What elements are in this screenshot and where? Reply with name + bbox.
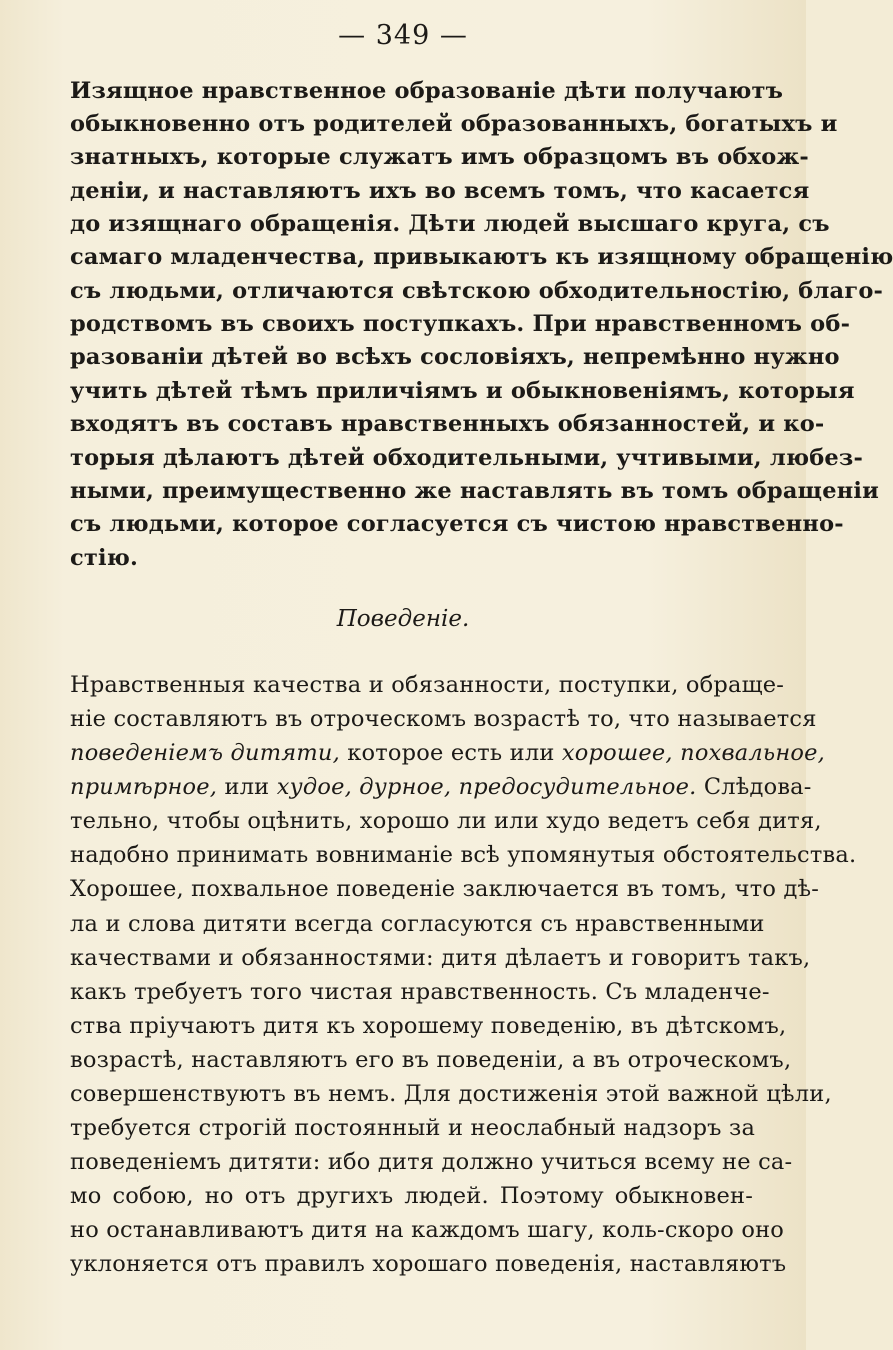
paragraph2-line: совершенствуютъ въ немъ. Для достиженія этой важной цѣли, <box>70 1081 832 1107</box>
paragraph2-line: качествами и обязанностями: дитя дѣлаетъ и говоритъ такъ, <box>70 945 811 971</box>
italic-text: хорошее, похвальное, <box>561 740 825 766</box>
paragraph2-line: уклоняется отъ правилъ хорошаго поведенія, наставляютъ <box>70 1251 787 1277</box>
paragraph2-line: Нравственныя качества и обязанности, поступки, обраще- <box>70 672 785 698</box>
paragraph2-line: ла и слова дитяти всегда согласуются съ нравственными <box>70 911 765 937</box>
paragraph1-line: стію. <box>70 545 139 571</box>
section-heading: Поведеніе. <box>336 606 470 632</box>
paragraph2-line: надобно принимать вовниманіе всѣ упомянутыя обстоятельства. <box>70 842 857 868</box>
plain-text: или <box>217 774 277 800</box>
paragraph1-line: торыя дѣлаютъ дѣтей обходительными, учтивыми, любез- <box>70 445 864 471</box>
paragraph2-line: Хорошее, похвальное поведеніе заключается въ томъ, что дѣ- <box>70 876 820 902</box>
paragraph1-line: разованіи дѣтей во всѣхъ сословіяхъ, непремѣнно нужно <box>70 344 840 370</box>
italic-text: поведеніемъ дитяти, <box>70 740 340 766</box>
paragraph1-line: самаго младенчества, привыкаютъ къ изящному обращенію <box>70 244 893 270</box>
plain-text: которое есть или <box>339 740 562 766</box>
paragraph1-line: Изящное нравственное образованіе дѣти получаютъ <box>70 78 784 104</box>
paragraph1-line: входятъ въ составъ нравственныхъ обязанностей, и ко- <box>70 411 825 437</box>
paragraph2-line: поведеніемъ дитяти: ибо дитя должно учиться всему не са- <box>70 1149 793 1175</box>
paragraph2-line <box>70 774 812 800</box>
paragraph1-line: учить дѣтей тѣмъ приличіямъ и обыкновеніямъ, которыя <box>70 378 855 404</box>
paragraph1-line: родствомъ въ своихъ поступкахъ. При нравственномъ об- <box>70 311 851 337</box>
page-number: — 349 — <box>338 20 468 51</box>
paragraph1-line: съ людьми, отличаются свѣтскою обходительностію, благо- <box>70 278 884 304</box>
paragraph1-line: ными, преимущественно же наставлять въ томъ обращеніи <box>70 478 880 504</box>
paragraph2-line: требуется строгій постоянный и неослабный надзоръ за <box>70 1115 756 1141</box>
paragraph2-line <box>70 740 825 766</box>
paragraph1-line: деніи, и наставляютъ ихъ во всемъ томъ, что касается <box>70 178 810 204</box>
paragraph2-line: ства пріучаютъ дитя къ хорошему поведенію, въ дѣтскомъ, <box>70 1013 787 1039</box>
paragraph1-line: обыкновенно отъ родителей образованныхъ, богатыхъ и <box>70 111 838 137</box>
paragraph2-line: но останавливаютъ дитя на каждомъ шагу, коль-скоро оно <box>70 1217 785 1243</box>
paragraph1-line: съ людьми, которое согласуется съ чистою нравственно- <box>70 511 844 537</box>
plain-text: Слѣдова- <box>696 774 812 800</box>
paragraph2-line: какъ требуетъ того чистая нравственность. Съ младенче- <box>70 979 770 1005</box>
paragraph2-line: ніе составляютъ въ отроческомъ возрастѣ то, что называется <box>70 706 817 732</box>
paragraph1-line: знатныхъ, которые служатъ имъ образцомъ въ обхож- <box>70 144 809 170</box>
italic-text: примѣрное, <box>70 774 218 800</box>
paragraph1-line: до изящнаго обращенія. Дѣти людей высшаго круга, съ <box>70 211 830 237</box>
paragraph2-line: мо собою, но отъ другихъ людей. Поэтому обыкновен- <box>70 1183 753 1209</box>
italic-text: худое, дурное, предосудительное. <box>276 774 697 800</box>
paragraph2-line: тельно, чтобы оцѣнить, хорошо ли или худо ведетъ себя дитя, <box>70 808 822 834</box>
paragraph2-line: возрастѣ, наставляютъ его въ поведеніи, а въ отроческомъ, <box>70 1047 792 1073</box>
